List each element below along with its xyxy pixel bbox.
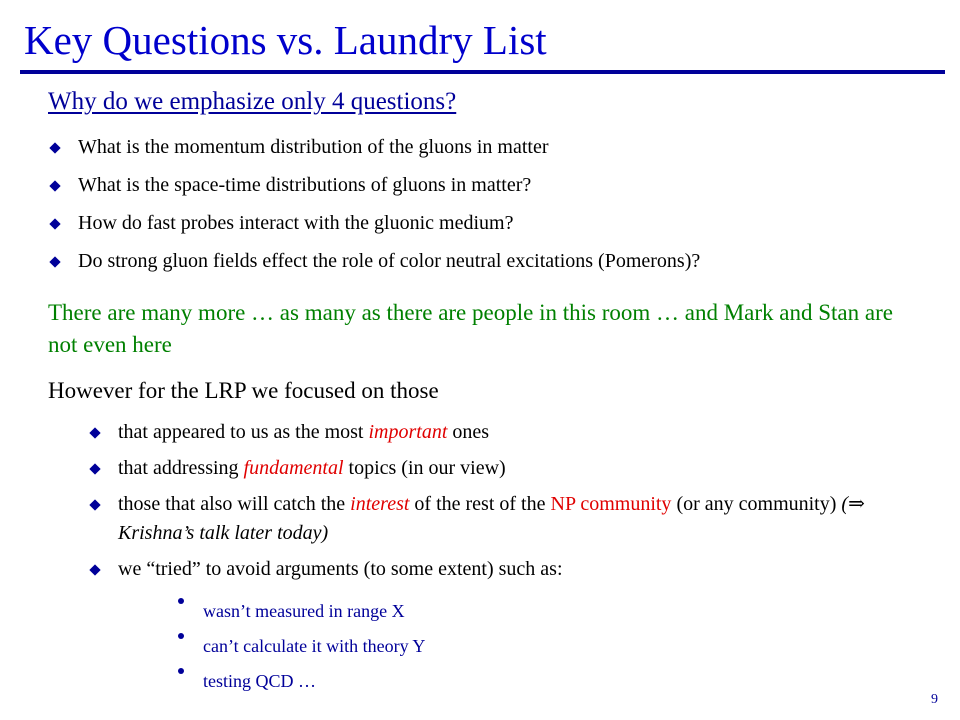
list-item — [88, 454, 928, 483]
diamond-bullet-icon — [89, 427, 100, 438]
dot-bullet-icon — [178, 668, 184, 674]
title-divider — [20, 70, 945, 74]
diamond-bullet-icon — [89, 463, 100, 474]
dot-bullet-icon — [178, 633, 184, 639]
focus-text — [118, 454, 928, 483]
text-run: (or any community) — [671, 493, 842, 515]
question-text: How do fast probes interact with the gluonic medium? — [78, 212, 514, 234]
slide-title: Key Questions vs. Laundry List — [24, 17, 547, 63]
list-item — [88, 418, 928, 447]
diamond-bullet-icon — [49, 180, 60, 191]
talk-reference: (⇒ Krishna’s talk later today) — [118, 493, 865, 544]
text-run: those that also will catch the — [118, 493, 351, 515]
emphasis-fundamental: fundamental — [243, 457, 344, 479]
diamond-bullet-icon — [89, 499, 100, 510]
list-item — [48, 173, 948, 211]
text-run: ones — [447, 421, 490, 443]
example-text: can’t calculate it with theory Y — [203, 636, 426, 656]
dot-bullet-icon — [178, 598, 184, 604]
however-line: However for the LRP we focused on those — [48, 378, 439, 403]
list-item — [48, 135, 948, 173]
question-text: What is the momentum distribution of the gluons in matter — [78, 136, 549, 158]
example-text: wasn’t measured in range X — [203, 601, 405, 621]
focus-text — [118, 418, 928, 447]
question-text: What is the space-time distributions of gluons in matter? — [78, 174, 532, 196]
focus-text — [118, 490, 928, 548]
diamond-bullet-icon — [49, 142, 60, 153]
text-run: that addressing — [118, 457, 244, 479]
list-item — [48, 249, 948, 287]
green-remark: There are many more … as many as there are people in this room … and Mark and Stan are not even here — [48, 300, 893, 357]
focus-list — [88, 418, 928, 591]
diamond-bullet-icon — [89, 564, 100, 575]
focus-text: we “tried” to avoid arguments (to some extent) such as: — [118, 558, 563, 580]
text-run: that appeared to us as the most — [118, 421, 369, 443]
text-run: topics (in our view) — [343, 457, 506, 479]
example-text: testing QCD … — [203, 671, 317, 691]
emphasis-interest: interest — [350, 493, 410, 515]
page-number: 9 — [931, 692, 938, 707]
list-item — [48, 211, 948, 249]
diamond-bullet-icon — [49, 218, 60, 229]
diamond-bullet-icon — [49, 256, 60, 267]
text-run: of the rest of the — [409, 493, 551, 515]
list-item — [88, 490, 928, 548]
question-list — [48, 135, 948, 287]
list-item — [88, 555, 928, 584]
question-text: Do strong gluon fields effect the role of color neutral excitations (Pomerons)? — [78, 250, 701, 272]
np-community: NP community — [550, 493, 672, 515]
section-heading: Why do we emphasize only 4 questions? — [48, 88, 457, 115]
emphasis-important: important — [368, 421, 448, 443]
